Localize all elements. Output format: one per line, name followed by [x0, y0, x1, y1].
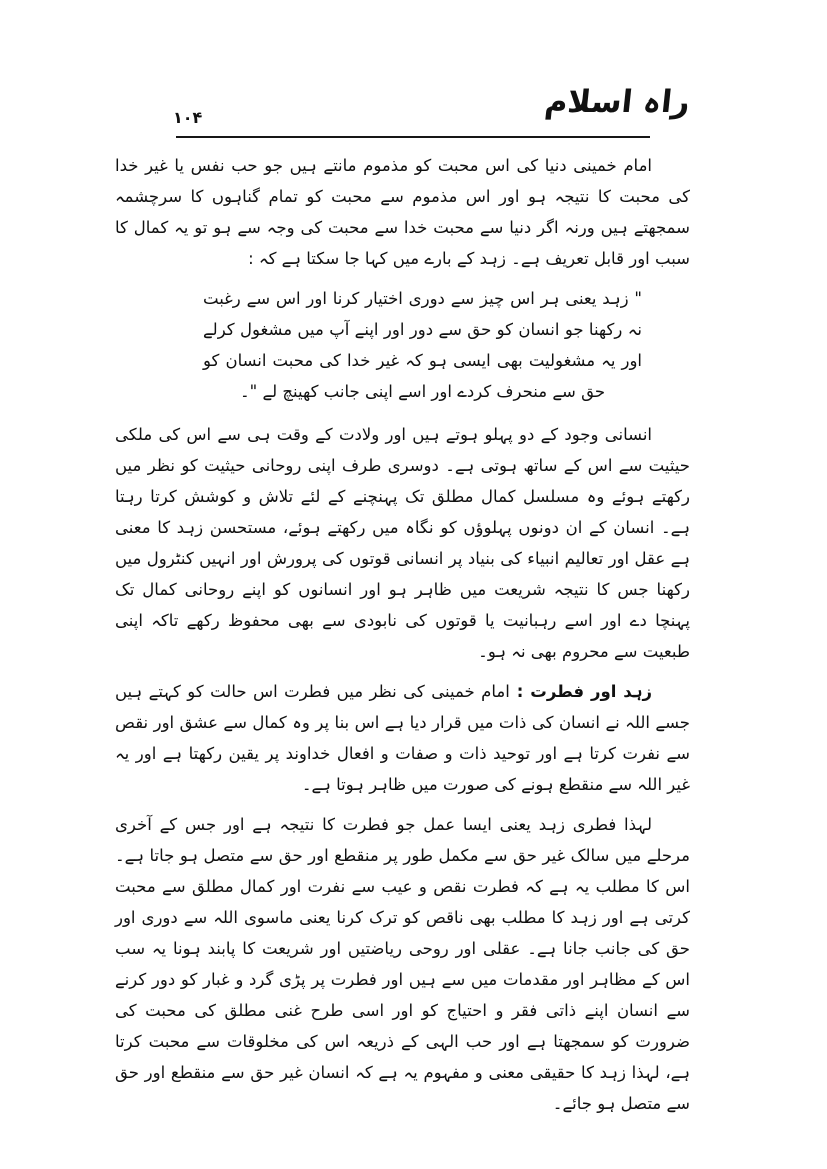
- paragraph-zuhd-aur-fitrat-text: امام خمینی کی نظر میں فطرت اس حالت کو کہتے ہیں جسے اللہ نے انسان کی ذات میں قرار دیا ہے اس بنا پر وہ کمال سے عشق اور نقص سے نفرت کرتا ہے اور توحید ذات و صفات و افعال خداوند پر یقین رکھتا ہے اور یہ غیر اللہ سے منقطع ہونے کی صورت میں ظاہر ہوتا ہے۔: [115, 682, 690, 794]
- article-body: [115, 150, 690, 1128]
- section-heading-zuhd-aur-fitrat: زہد اور فطرت :: [509, 682, 653, 701]
- paragraph-natural-zuhd-conclusion: لہذا فطری زہد یعنی ایسا عمل جو فطرت کا نتیجہ ہے اور جس کے آخری مرحلے میں سالک غیر حق سے مکمل طور پر منقطع اور حق سے متصل ہو جاتا ہے۔ اس کا مطلب یہ ہے کہ فطرت نقص و عیب سے نفرت اور کمال مطلق سے محبت کرتی ہے اور زہد کا مطلب بھی ناقص کو ترک کرنا یعنی ماسوی اللہ سے دوری اور حق کی جانب جانا ہے۔ عقلی اور روحی ریاضتیں اور شریعت کا پابند ہونا یہ سب اس کے مظاہر اور مقدمات میں سے ہیں اور فطرت پر پڑی گرد و غبار کو دور کرنے سے انسان اپنے ذاتی فقر و احتیاج کو اور اسی طرح غنی مطلق کی محبت کی ضرورت کو سمجھتا ہے اور حب الہی کے ذریعہ اس کی مخلوقات سے محبت کرتا ہے، لہذا زہد کا حقیقی معنی و مفہوم یہ ہے کہ انسان غیر حق سے منقطع اور حق سے متصل ہو جائے۔: [115, 815, 690, 1113]
- paragraph-zuhd-and-fitrat: [115, 676, 690, 800]
- paragraph-two-aspects-of-human-existence: انسانی وجود کے دو پہلو ہوتے ہیں اور ولادت کے وقت ہی سے اس کی ملکی حیثیت سے اس کے ساتھ ہوتی ہے۔ دوسری طرف اپنی روحانی حیثیت کو نظر میں رکھتے ہوئے وہ مسلسل کمال مطلق تک پہنچنے کے لئے تلاش و کوشش کرتا رہتا ہے۔ انسان کے ان دونوں پہلوؤں کو نگاہ میں رکھتے ہوئے، مستحسن زہد کا معنی ہے عقل اور تعالیم انبیاء کی بنیاد پر انسانی قوتوں کی پرورش اور انہیں کنٹرول میں رکھنا جس کا نتیجہ شریعت میں ظاہر ہو اور انسانوں کو اپنے روحانی کمال تک پہنچا دے اور اسے رہبانیت یا قوتوں کی نابودی سے بھی محفوظ رکھے تاکہ اپنی طبعیت سے محروم بھی نہ ہو۔: [115, 425, 690, 661]
- page-number: ۱۰۴: [173, 108, 203, 127]
- magazine-title-calligraphy: راہ اسلام: [543, 84, 692, 120]
- blockquote-zuhd-definition: " زہد یعنی ہر اس چیز سے دوری اختیار کرنا اور اس سے رغبت نہ رکھنا جو انسان کو حق سے دور اور اپنے آپ میں مشغول کرلے اور یہ مشغولیت بھی ایسی ہو کہ غیر خدا کی محبت انسان کو حق سے منحرف کردے اور اسے اپنی جانب کھینچ لے "۔: [203, 289, 642, 401]
- header-divider-rule: [176, 136, 650, 138]
- paragraph-love-of-world: امام خمینی دنیا کی اس محبت کو مذموم مانتے ہیں جو حب نفس یا غیر خدا کی محبت کا نتیجہ ہو اور اس مذموم سے محبت کو تمام گناہوں کا سرچشمہ سمجھتے ہیں ورنہ اگر دنیا سے محبت خدا سے محبت کی وجہ سے ہو تو یہ کمال کا سبب اور قابل تعریف ہے۔ زہد کے بارے میں کہا جا سکتا ہے کہ :: [115, 156, 690, 268]
